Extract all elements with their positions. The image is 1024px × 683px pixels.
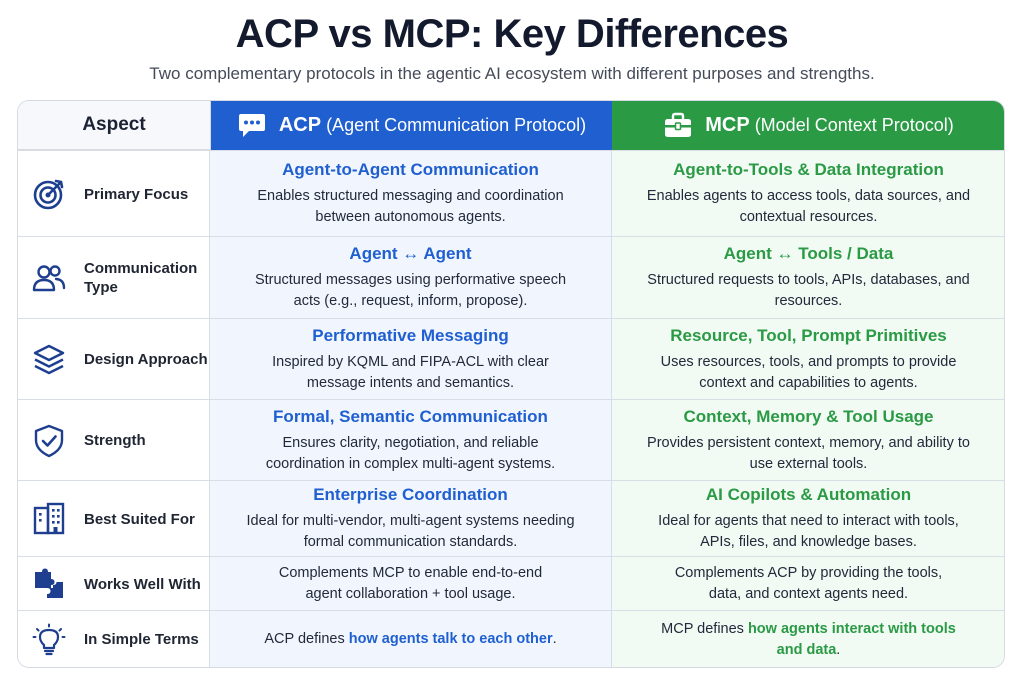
mcp-simple-suffix: .: [836, 641, 841, 658]
acp-cell: [210, 611, 612, 668]
aspect-cell: [18, 481, 210, 557]
mcp-cell-description: Structured requests to tools, APIs, databases, and resources.: [647, 272, 970, 309]
mcp-cell-title: Resource, Tool, Prompt Primitives: [670, 325, 947, 345]
mcp-cell-description: Ideal for agents that need to interact with tools, APIs, files, and knowledge bases.: [658, 513, 959, 550]
mcp-cell: [612, 611, 1005, 668]
acp-cell-description: Ensures clarity, negotiation, and reliable coordination in complex multi-agent systems.: [265, 434, 556, 472]
acp-cell-description: Enables structured messaging and coordination between autonomous agents.: [257, 188, 564, 225]
aspect-cell: [18, 237, 210, 319]
table-row: [18, 480, 1004, 557]
acp-cell: [210, 319, 612, 400]
mcp-cell-title: AI Copilots & Automation: [705, 485, 912, 504]
acp-cell-title: Performative Messaging: [312, 325, 509, 345]
acp-cell-title: Formal, Semantic Communication: [273, 406, 548, 426]
table-header: [18, 101, 1004, 150]
mcp-cell-description: Enables agents to access tools, data sources, and contextual resources.: [646, 188, 971, 225]
aspect-cell: [18, 611, 210, 668]
acp-simple-terms: [264, 629, 556, 650]
table-row: [18, 318, 1004, 400]
target-icon: [32, 177, 66, 211]
mcp-cell: [612, 557, 1005, 611]
page-subtitle: Two complementary protocols in the agentic AI ecosystem with different purposes and strengths.: [149, 64, 875, 83]
shield-check-icon: [32, 424, 66, 458]
acp-cell-description: Structured messages using performative speech acts (e.g., request, inform, propose).: [254, 272, 567, 309]
mcp-cell-title: Agent-to-Tools & Data Integration: [673, 160, 944, 179]
aspect-label: Design Approach: [84, 351, 208, 368]
aspect-label: Works Well With: [84, 575, 201, 593]
mcp-simple-terms: [659, 619, 959, 661]
table-row: [18, 236, 1004, 319]
chat-bubble-icon: [237, 112, 267, 140]
aspect-header: Aspect: [18, 101, 211, 150]
table-row: [18, 610, 1004, 668]
mcp-cell-description: Complements ACP by providing the tools, data, and context agents need.: [674, 565, 943, 602]
acp-cell-description: Complements MCP to enable end-to-end agent collaboration + tool usage.: [278, 565, 543, 602]
toolbox-icon: [663, 112, 693, 140]
acp-header: [211, 101, 612, 150]
mcp-cell: [612, 237, 1005, 319]
comparison-table: [17, 100, 1005, 668]
acp-cell: [210, 400, 612, 481]
acp-cell-title: Agent ↔ Agent: [349, 244, 472, 263]
acp-cell: [210, 237, 612, 319]
acp-cell-description: Inspired by KQML and FIPA-ACL with clear message intents and semantics.: [272, 353, 549, 391]
page-title: ACP vs MCP: Key Differences: [235, 12, 789, 56]
aspect-cell: [18, 319, 210, 400]
table-row: [18, 399, 1004, 481]
mcp-cell: [612, 400, 1005, 481]
acp-cell: [210, 151, 612, 237]
mcp-cell-description: Provides persistent context, memory, and ability to use external tools.: [647, 434, 970, 472]
mcp-cell-title: Agent ↔ Tools / Data: [723, 244, 894, 263]
aspect-label: Primary Focus: [84, 185, 189, 203]
mcp-full-name: (Model Context Protocol): [754, 115, 954, 135]
acp-cell-description: Ideal for multi-vendor, multi-agent systems needing formal communication standards.: [246, 513, 575, 550]
acp-simple-suffix: .: [552, 631, 557, 647]
acp-cell-title: Enterprise Coordination: [313, 485, 508, 504]
mcp-header: [612, 101, 1005, 150]
acp-simple-prefix: ACP defines: [264, 631, 349, 647]
puzzle-icon: [32, 567, 66, 601]
mcp-simple-emphasis: how agents interact with tools and data: [747, 620, 956, 658]
aspect-cell: [18, 151, 210, 237]
acp-full-name: (Agent Communication Protocol): [326, 115, 587, 135]
lightbulb-icon: [32, 623, 66, 657]
acp-cell: [210, 557, 612, 611]
acp-cell-title: Agent-to-Agent Communication: [282, 160, 539, 179]
table-row: [18, 556, 1004, 611]
aspect-label: Strength: [84, 432, 146, 449]
acp-cell: [210, 481, 612, 557]
users-icon: [32, 261, 66, 295]
mcp-simple-prefix: MCP defines: [661, 620, 748, 637]
acp-simple-emphasis: how agents talk to each other: [348, 631, 553, 647]
mcp-cell-title: Context, Memory & Tool Usage: [683, 406, 934, 426]
building-icon: [32, 502, 66, 536]
mcp-cell-description: Uses resources, tools, and prompts to provide context and capabilities to agents.: [660, 353, 957, 391]
aspect-label: Communication Type: [84, 260, 198, 296]
table-row: [18, 150, 1004, 237]
aspect-label: Best Suited For: [84, 510, 195, 528]
mcp-cell: [612, 481, 1005, 557]
acp-abbr: ACP: [278, 114, 322, 136]
aspect-cell: [18, 400, 210, 481]
mcp-cell: [612, 151, 1005, 237]
layers-icon: [32, 343, 66, 377]
aspect-cell: [18, 557, 210, 611]
mcp-abbr: MCP: [705, 114, 750, 136]
aspect-label: In Simple Terms: [84, 631, 199, 648]
mcp-cell: [612, 319, 1005, 400]
